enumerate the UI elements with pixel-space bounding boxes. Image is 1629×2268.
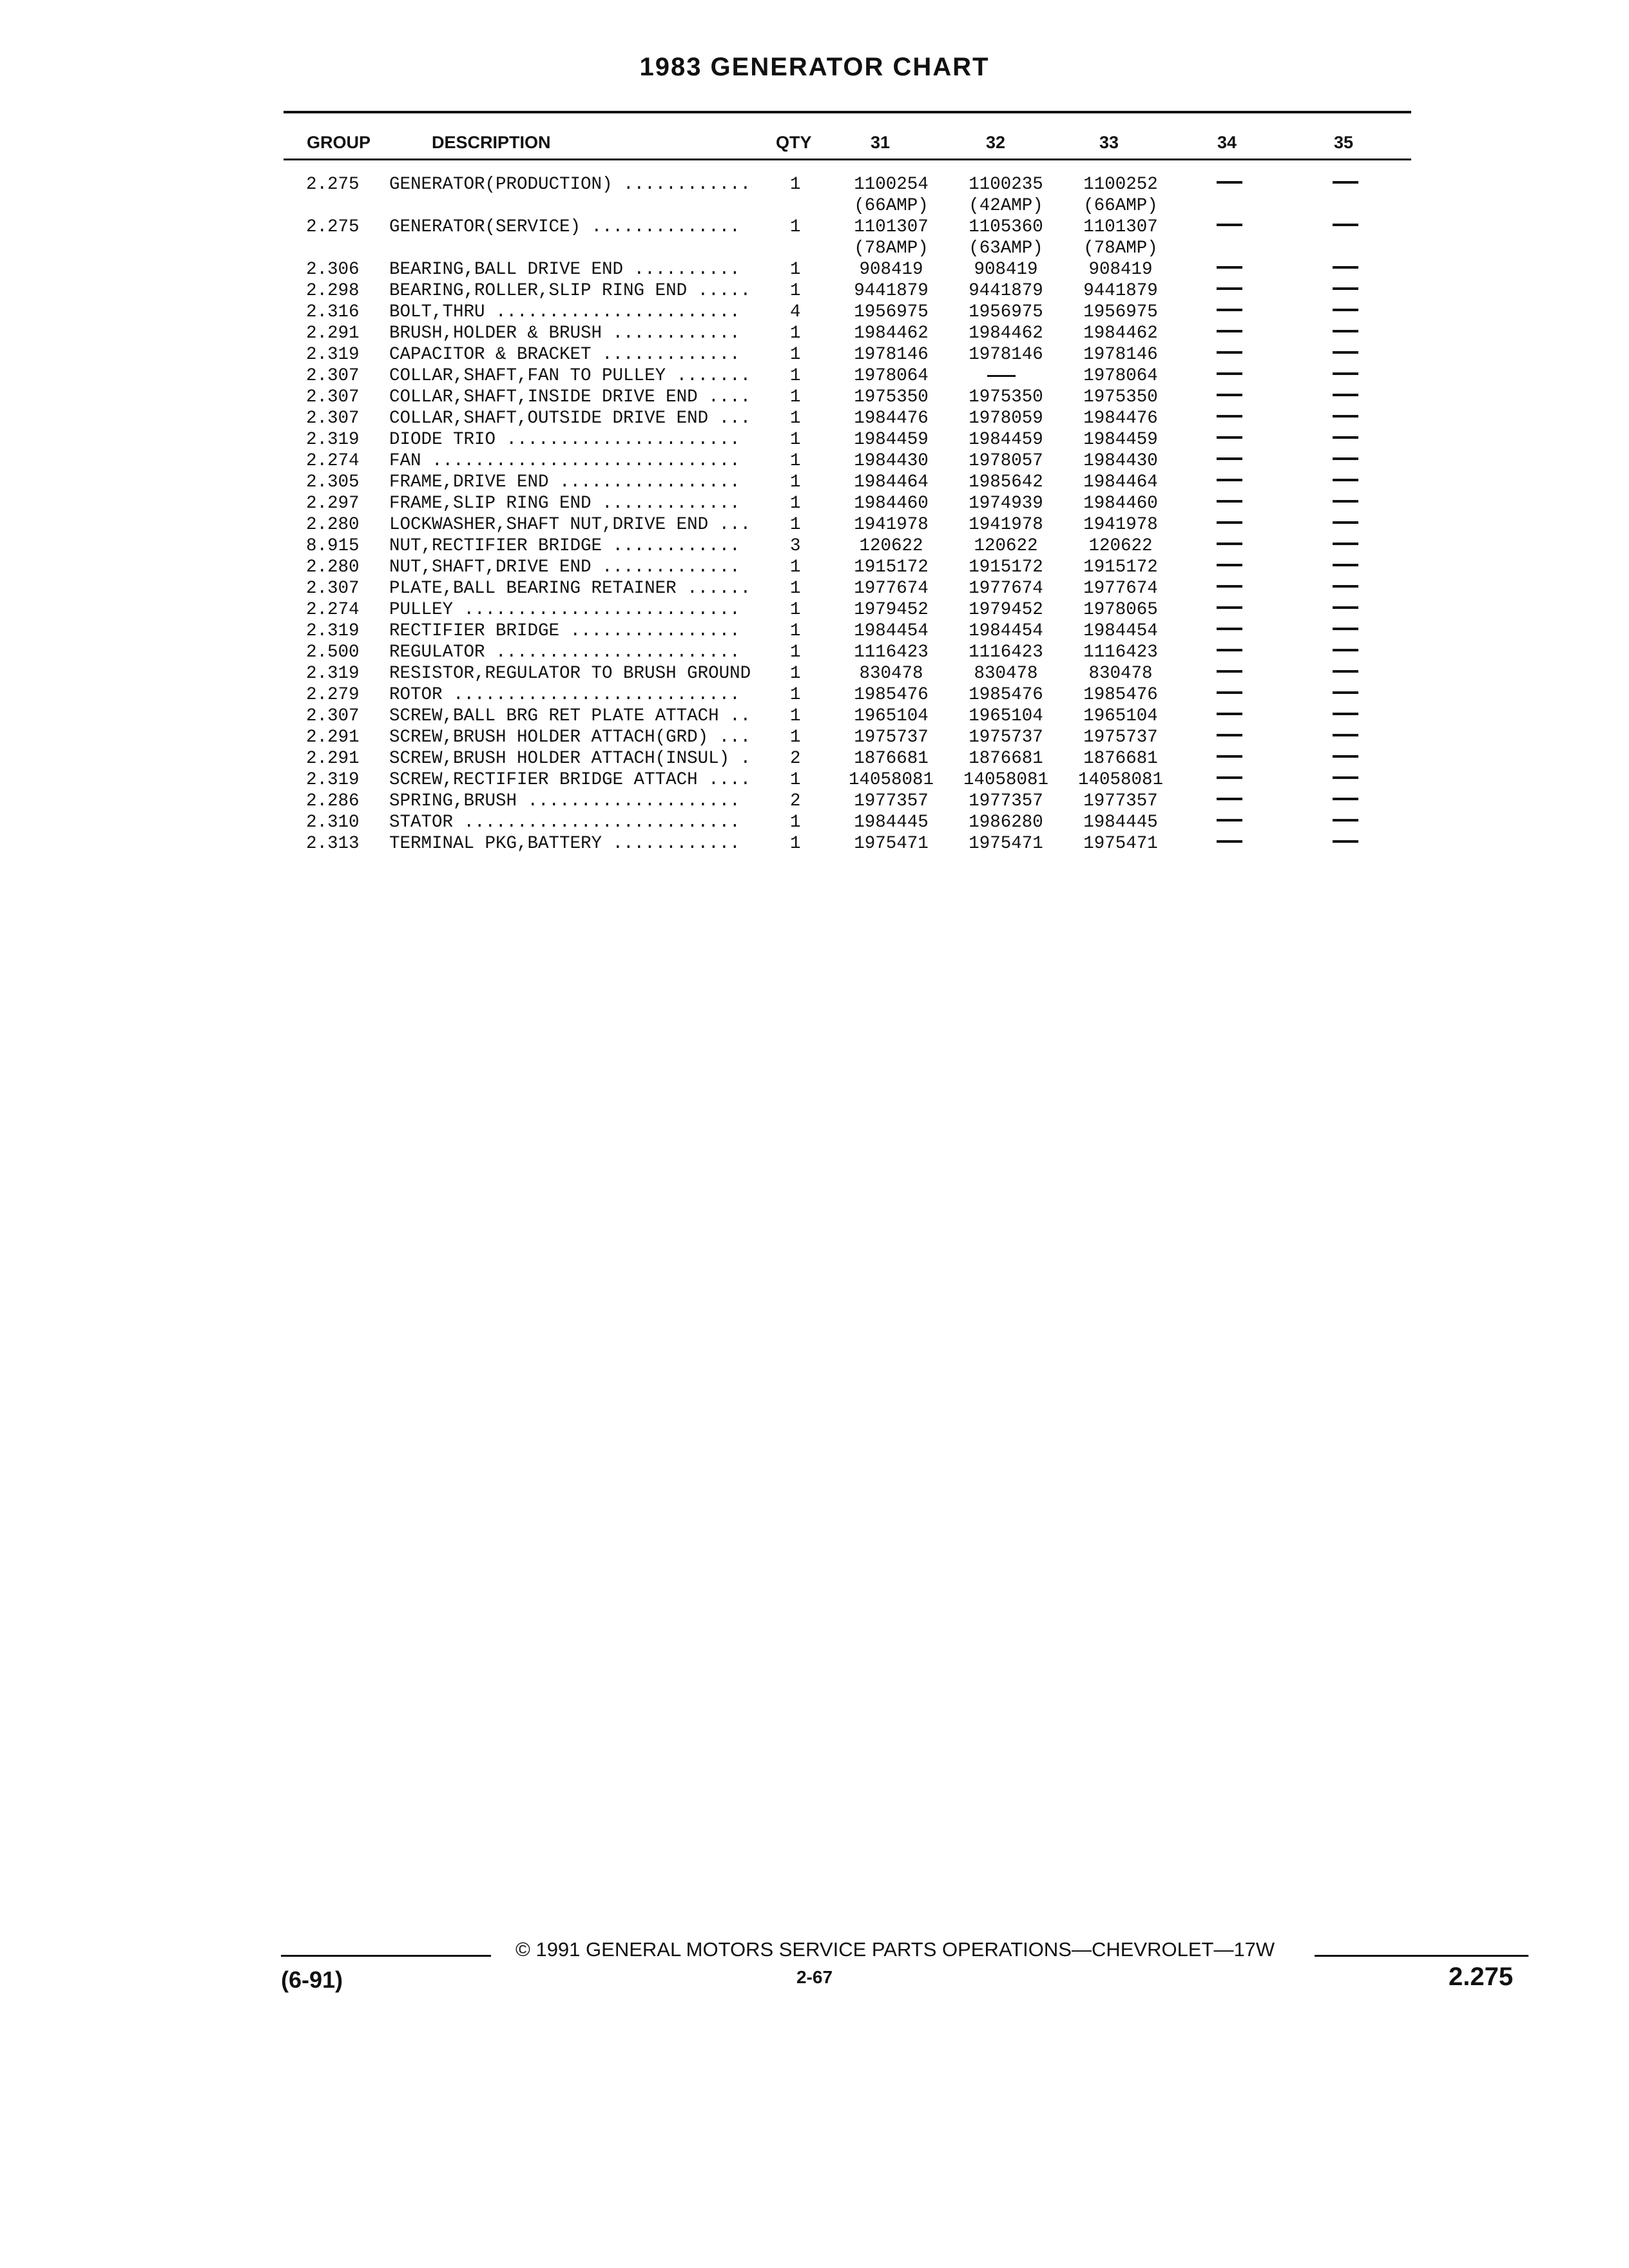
description-cell: REGULATOR ....................... bbox=[389, 642, 740, 662]
qty-cell: 1 bbox=[790, 472, 801, 492]
header-col-35: 35 bbox=[1334, 133, 1354, 152]
no-part-dash bbox=[1217, 479, 1242, 481]
col-31-cell: 1984464 bbox=[854, 472, 929, 492]
footer-rule-left bbox=[281, 1955, 491, 1957]
group-cell: 2.280 bbox=[306, 557, 360, 577]
section-number: 2.275 bbox=[1449, 1963, 1514, 1991]
no-part-dash bbox=[1217, 755, 1242, 758]
no-part-dash bbox=[1333, 394, 1358, 396]
qty-cell: 2 bbox=[790, 749, 801, 769]
qty-cell: 1 bbox=[790, 727, 801, 747]
col-32-cell: 1915172 bbox=[969, 557, 1043, 577]
col-31-cell: 120622 bbox=[859, 536, 923, 556]
col-32-cell: 120622 bbox=[974, 536, 1038, 556]
qty-cell: 1 bbox=[790, 812, 801, 832]
col-32-cell: 1105360 bbox=[969, 217, 1043, 237]
col-33-cell: 1977357 bbox=[1083, 791, 1158, 811]
no-part-dash bbox=[1217, 351, 1242, 354]
col-32-cell: 1984454 bbox=[969, 621, 1043, 641]
col-31-cell: 1975471 bbox=[854, 834, 929, 854]
col-33-cell: 830478 bbox=[1088, 664, 1153, 684]
col-31-cell: 1979452 bbox=[854, 600, 929, 620]
no-part-dash bbox=[1217, 181, 1242, 184]
no-part-dash bbox=[1217, 840, 1242, 843]
no-part-dash bbox=[1333, 266, 1358, 269]
table-row bbox=[0, 599, 1629, 620]
no-part-dash bbox=[1217, 798, 1242, 800]
col-31-cell: 1977357 bbox=[854, 791, 929, 811]
col-33-cell: 1984476 bbox=[1083, 408, 1158, 428]
table-row bbox=[0, 833, 1629, 854]
table-row bbox=[0, 620, 1629, 642]
col-33-cell: 1975471 bbox=[1083, 834, 1158, 854]
col-31-cell: 1941978 bbox=[854, 515, 929, 535]
col-32-cell: 1977357 bbox=[969, 791, 1043, 811]
col-33-cell: 1956975 bbox=[1083, 302, 1158, 322]
col-32-cell: 1985642 bbox=[969, 472, 1043, 492]
table-row bbox=[0, 642, 1629, 663]
no-part-dash bbox=[1217, 330, 1242, 332]
table-row bbox=[0, 429, 1629, 450]
description-cell: SCREW,RECTIFIER BRIDGE ATTACH .... bbox=[389, 770, 751, 790]
qty-cell: 1 bbox=[790, 345, 801, 365]
qty-cell: 1 bbox=[790, 579, 801, 599]
col-31-cell: 1876681 bbox=[854, 749, 929, 769]
amperage-note: (42AMP) bbox=[969, 196, 1043, 216]
col-32-cell: 1116423 bbox=[969, 642, 1043, 662]
no-part-dash bbox=[1333, 840, 1358, 843]
col-31-cell: 1116423 bbox=[854, 642, 929, 662]
group-cell: 2.319 bbox=[306, 664, 360, 684]
no-part-dash bbox=[1333, 521, 1358, 524]
no-part-dash bbox=[1217, 309, 1242, 311]
table-row bbox=[0, 302, 1629, 323]
group-cell: 2.286 bbox=[306, 791, 360, 811]
col-32-cell: 1100235 bbox=[969, 175, 1043, 195]
qty-cell: 1 bbox=[790, 494, 801, 514]
no-part-dash bbox=[1333, 479, 1358, 481]
col-31-cell: 1984462 bbox=[854, 323, 929, 343]
footer-copyright: © 1991 GENERAL MOTORS SERVICE PARTS OPERATIONS—CHEVROLET—17W bbox=[516, 1938, 1275, 1961]
col-32-cell: 908419 bbox=[974, 260, 1038, 280]
no-part-dash bbox=[1333, 713, 1358, 715]
description-cell: FRAME,DRIVE END ................. bbox=[389, 472, 740, 492]
chart-title: 1983 GENERATOR CHART bbox=[639, 53, 990, 81]
col-33-cell: 1984460 bbox=[1083, 494, 1158, 514]
parts-table bbox=[0, 174, 1629, 854]
no-part-dash bbox=[1217, 224, 1242, 226]
group-cell: 2.275 bbox=[306, 217, 360, 237]
description-cell: COLLAR,SHAFT,FAN TO PULLEY ....... bbox=[389, 366, 751, 386]
group-cell: 2.307 bbox=[306, 408, 360, 428]
header-description: DESCRIPTION bbox=[432, 133, 551, 152]
no-part-dash bbox=[1217, 734, 1242, 736]
col-33-cell: 1101307 bbox=[1083, 217, 1158, 237]
col-32-cell: 1978146 bbox=[969, 345, 1043, 365]
qty-cell: 1 bbox=[790, 281, 801, 301]
group-cell: 2.274 bbox=[306, 600, 360, 620]
qty-cell: 1 bbox=[790, 430, 801, 450]
col-32-cell: 1977674 bbox=[969, 579, 1043, 599]
no-part-dash bbox=[1333, 500, 1358, 503]
no-part-dash bbox=[1333, 628, 1358, 630]
description-cell: NUT,SHAFT,DRIVE END ............. bbox=[389, 557, 740, 577]
group-cell: 2.307 bbox=[306, 387, 360, 407]
table-row bbox=[0, 727, 1629, 748]
table-row bbox=[0, 769, 1629, 791]
no-part-dash bbox=[1333, 755, 1358, 758]
no-part-dash bbox=[1217, 670, 1242, 673]
group-cell: 2.310 bbox=[306, 812, 360, 832]
col-33-cell: 1977674 bbox=[1083, 579, 1158, 599]
col-31-cell: 1100254 bbox=[854, 175, 929, 195]
qty-cell: 1 bbox=[790, 323, 801, 343]
no-part-dash bbox=[1333, 670, 1358, 673]
table-row bbox=[0, 791, 1629, 812]
no-part-dash bbox=[1333, 819, 1358, 822]
amperage-note: (66AMP) bbox=[1083, 196, 1158, 216]
no-part-dash bbox=[1217, 776, 1242, 779]
header-qty: QTY bbox=[776, 133, 812, 152]
header-col-32: 32 bbox=[986, 133, 1006, 152]
amperage-note: (66AMP) bbox=[854, 196, 929, 216]
col-33-cell: 9441879 bbox=[1083, 281, 1158, 301]
col-31-cell: 1965104 bbox=[854, 706, 929, 726]
header-col-31: 31 bbox=[871, 133, 891, 152]
col-32-cell: 1984462 bbox=[969, 323, 1043, 343]
description-cell: SCREW,BRUSH HOLDER ATTACH(INSUL) . bbox=[389, 749, 751, 769]
no-part-dash bbox=[1333, 606, 1358, 609]
col-32-cell: 1975737 bbox=[969, 727, 1043, 747]
qty-cell: 1 bbox=[790, 600, 801, 620]
table-row bbox=[0, 365, 1629, 387]
description-cell: BEARING,ROLLER,SLIP RING END ..... bbox=[389, 281, 751, 301]
group-cell: 2.291 bbox=[306, 749, 360, 769]
col-33-cell: 1984445 bbox=[1083, 812, 1158, 832]
col-33-cell: 1941978 bbox=[1083, 515, 1158, 535]
page-number: 2-67 bbox=[796, 1967, 833, 1987]
no-part-dash bbox=[1217, 372, 1242, 375]
col-31-cell: 1101307 bbox=[854, 217, 929, 237]
col-32-cell: 1979452 bbox=[969, 600, 1043, 620]
table-row bbox=[0, 578, 1629, 599]
qty-cell: 1 bbox=[790, 175, 801, 195]
description-cell: SCREW,BALL BRG RET PLATE ATTACH .. bbox=[389, 706, 751, 726]
qty-cell: 1 bbox=[790, 834, 801, 854]
col-31-cell: 1984454 bbox=[854, 621, 929, 641]
description-cell: PULLEY .......................... bbox=[389, 600, 740, 620]
table-row bbox=[0, 663, 1629, 684]
qty-cell: 1 bbox=[790, 387, 801, 407]
col-32-cell: 1941978 bbox=[969, 515, 1043, 535]
footer-rule-right bbox=[1315, 1955, 1528, 1957]
qty-cell: 1 bbox=[790, 366, 801, 386]
description-cell: RESISTOR,REGULATOR TO BRUSH GROUND bbox=[389, 664, 751, 684]
col-33-cell: 1975350 bbox=[1083, 387, 1158, 407]
col-32-cell: 1975350 bbox=[969, 387, 1043, 407]
description-cell: LOCKWASHER,SHAFT NUT,DRIVE END ... bbox=[389, 515, 751, 535]
group-cell: 2.313 bbox=[306, 834, 360, 854]
qty-cell: 1 bbox=[790, 515, 801, 535]
description-cell: ROTOR ........................... bbox=[389, 685, 740, 705]
col-33-cell: 1985476 bbox=[1083, 685, 1158, 705]
no-part-dash bbox=[1333, 543, 1358, 545]
table-row bbox=[0, 387, 1629, 408]
description-cell: PLATE,BALL BEARING RETAINER ...... bbox=[389, 579, 751, 599]
top-rule bbox=[284, 111, 1411, 113]
group-cell: 2.275 bbox=[306, 175, 360, 195]
table-row bbox=[0, 812, 1629, 833]
qty-cell: 1 bbox=[790, 621, 801, 641]
group-cell: 2.307 bbox=[306, 706, 360, 726]
qty-cell: 1 bbox=[790, 642, 801, 662]
col-33-cell: 1984464 bbox=[1083, 472, 1158, 492]
no-part-dash bbox=[1333, 372, 1358, 375]
no-part-dash bbox=[1333, 649, 1358, 651]
qty-cell: 1 bbox=[790, 260, 801, 280]
group-cell: 2.319 bbox=[306, 770, 360, 790]
col-33-cell: 1116423 bbox=[1083, 642, 1158, 662]
qty-cell: 1 bbox=[790, 217, 801, 237]
group-cell: 2.500 bbox=[306, 642, 360, 662]
table-row bbox=[0, 748, 1629, 769]
no-part-dash bbox=[1333, 585, 1358, 588]
no-part-dash bbox=[1333, 564, 1358, 566]
no-part-dash bbox=[1217, 606, 1242, 609]
col-31-cell: 1975737 bbox=[854, 727, 929, 747]
group-cell: 2.319 bbox=[306, 621, 360, 641]
no-part-dash bbox=[1333, 734, 1358, 736]
description-cell: SCREW,BRUSH HOLDER ATTACH(GRD) ... bbox=[389, 727, 751, 747]
no-part-dash bbox=[1333, 224, 1358, 226]
qty-cell: 3 bbox=[790, 536, 801, 556]
no-part-dash bbox=[1217, 649, 1242, 651]
description-cell: CAPACITOR & BRACKET ............. bbox=[389, 345, 740, 365]
no-part-dash bbox=[1333, 181, 1358, 184]
description-cell: FAN ............................. bbox=[389, 451, 740, 471]
col-31-cell: 1915172 bbox=[854, 557, 929, 577]
no-part-dash bbox=[1217, 287, 1242, 290]
col-31-cell: 9441879 bbox=[854, 281, 929, 301]
col-33-cell: 1978064 bbox=[1083, 366, 1158, 386]
description-cell: STATOR .......................... bbox=[389, 812, 740, 832]
group-cell: 2.307 bbox=[306, 579, 360, 599]
revision-date: (6-91) bbox=[281, 1966, 343, 1993]
col-32-cell: 1985476 bbox=[969, 685, 1043, 705]
col-33-cell: 1975737 bbox=[1083, 727, 1158, 747]
no-part-dash bbox=[1217, 628, 1242, 630]
col-32-cell: 1986280 bbox=[969, 812, 1043, 832]
table-row bbox=[0, 450, 1629, 472]
col-33-cell: 1100252 bbox=[1083, 175, 1158, 195]
col-33-cell: 908419 bbox=[1088, 260, 1153, 280]
group-cell: 2.306 bbox=[306, 260, 360, 280]
qty-cell: 1 bbox=[790, 685, 801, 705]
col-31-cell: 1984460 bbox=[854, 494, 929, 514]
header-col-34: 34 bbox=[1217, 133, 1237, 152]
group-cell: 2.274 bbox=[306, 451, 360, 471]
col-33-cell: 120622 bbox=[1088, 536, 1153, 556]
group-cell: 2.319 bbox=[306, 430, 360, 450]
description-cell: RECTIFIER BRIDGE ................ bbox=[389, 621, 740, 641]
header-group: GROUP bbox=[307, 133, 371, 152]
no-part-dash bbox=[1217, 394, 1242, 396]
qty-cell: 1 bbox=[790, 451, 801, 471]
col-32-cell: 1974939 bbox=[969, 494, 1043, 514]
no-part-dash bbox=[987, 375, 1016, 377]
col-33-cell: 14058081 bbox=[1077, 770, 1164, 790]
no-part-dash bbox=[1217, 415, 1242, 418]
amperage-note: (78AMP) bbox=[1083, 238, 1158, 258]
no-part-dash bbox=[1217, 266, 1242, 269]
qty-cell: 1 bbox=[790, 664, 801, 684]
description-cell: COLLAR,SHAFT,INSIDE DRIVE END .... bbox=[389, 387, 751, 407]
col-32-cell: 830478 bbox=[974, 664, 1038, 684]
description-cell: BRUSH,HOLDER & BRUSH ............ bbox=[389, 323, 740, 343]
group-cell: 2.280 bbox=[306, 515, 360, 535]
table-row bbox=[0, 684, 1629, 706]
no-part-dash bbox=[1333, 330, 1358, 332]
no-part-dash bbox=[1217, 564, 1242, 566]
table-row bbox=[0, 514, 1629, 535]
qty-cell: 2 bbox=[790, 791, 801, 811]
col-31-cell: 1956975 bbox=[854, 302, 929, 322]
table-row bbox=[0, 323, 1629, 344]
no-part-dash bbox=[1333, 691, 1358, 694]
col-33-cell: 1984462 bbox=[1083, 323, 1158, 343]
no-part-dash bbox=[1217, 521, 1242, 524]
col-32-cell: 9441879 bbox=[969, 281, 1043, 301]
no-part-dash bbox=[1217, 585, 1242, 588]
description-cell: BOLT,THRU ....................... bbox=[389, 302, 740, 322]
col-33-cell: 1876681 bbox=[1083, 749, 1158, 769]
group-cell: 2.307 bbox=[306, 366, 360, 386]
amperage-note: (78AMP) bbox=[854, 238, 929, 258]
col-32-cell: 14058081 bbox=[963, 770, 1049, 790]
col-32-cell: 1978057 bbox=[969, 451, 1043, 471]
no-part-dash bbox=[1333, 798, 1358, 800]
col-33-cell: 1915172 bbox=[1083, 557, 1158, 577]
col-32-cell: 1965104 bbox=[969, 706, 1043, 726]
description-cell: GENERATOR(SERVICE) .............. bbox=[389, 217, 740, 237]
col-31-cell: 1978146 bbox=[854, 345, 929, 365]
group-cell: 2.298 bbox=[306, 281, 360, 301]
header-rule bbox=[284, 159, 1411, 160]
col-32-cell: 1978059 bbox=[969, 408, 1043, 428]
description-cell: COLLAR,SHAFT,OUTSIDE DRIVE END ... bbox=[389, 408, 751, 428]
col-31-cell: 1984430 bbox=[854, 451, 929, 471]
description-cell: NUT,RECTIFIER BRIDGE ............ bbox=[389, 536, 740, 556]
col-32-cell: 1975471 bbox=[969, 834, 1043, 854]
col-31-cell: 830478 bbox=[859, 664, 923, 684]
table-row bbox=[0, 706, 1629, 727]
table-row bbox=[0, 535, 1629, 557]
col-31-cell: 1978064 bbox=[854, 366, 929, 386]
table-row bbox=[0, 557, 1629, 578]
col-33-cell: 1978146 bbox=[1083, 345, 1158, 365]
no-part-dash bbox=[1333, 287, 1358, 290]
header-col-33: 33 bbox=[1099, 133, 1119, 152]
no-part-dash bbox=[1217, 543, 1242, 545]
group-cell: 2.316 bbox=[306, 302, 360, 322]
col-31-cell: 14058081 bbox=[848, 770, 934, 790]
qty-cell: 4 bbox=[790, 302, 801, 322]
no-part-dash bbox=[1217, 691, 1242, 694]
col-31-cell: 908419 bbox=[859, 260, 923, 280]
col-33-cell: 1984459 bbox=[1083, 430, 1158, 450]
qty-cell: 1 bbox=[790, 408, 801, 428]
description-cell: DIODE TRIO ...................... bbox=[389, 430, 740, 450]
table-row bbox=[0, 280, 1629, 302]
no-part-dash bbox=[1217, 500, 1242, 503]
col-32-cell: 1984459 bbox=[969, 430, 1043, 450]
table-row bbox=[0, 344, 1629, 365]
table-row bbox=[0, 216, 1629, 259]
col-33-cell: 1984430 bbox=[1083, 451, 1158, 471]
no-part-dash bbox=[1333, 351, 1358, 354]
no-part-dash bbox=[1217, 436, 1242, 439]
qty-cell: 1 bbox=[790, 557, 801, 577]
description-cell: GENERATOR(PRODUCTION) ............ bbox=[389, 175, 751, 195]
col-33-cell: 1984454 bbox=[1083, 621, 1158, 641]
description-cell: SPRING,BRUSH .................... bbox=[389, 791, 740, 811]
description-cell: BEARING,BALL DRIVE END .......... bbox=[389, 260, 740, 280]
col-31-cell: 1984445 bbox=[854, 812, 929, 832]
group-cell: 2.291 bbox=[306, 727, 360, 747]
col-33-cell: 1978065 bbox=[1083, 600, 1158, 620]
table-row bbox=[0, 174, 1629, 216]
col-31-cell: 1977674 bbox=[854, 579, 929, 599]
group-cell: 2.297 bbox=[306, 494, 360, 514]
table-row bbox=[0, 259, 1629, 280]
group-cell: 2.291 bbox=[306, 323, 360, 343]
col-31-cell: 1975350 bbox=[854, 387, 929, 407]
qty-cell: 1 bbox=[790, 770, 801, 790]
no-part-dash bbox=[1333, 436, 1358, 439]
col-32-cell: 1876681 bbox=[969, 749, 1043, 769]
no-part-dash bbox=[1217, 819, 1242, 822]
description-cell: TERMINAL PKG,BATTERY ............ bbox=[389, 834, 740, 854]
no-part-dash bbox=[1333, 457, 1358, 460]
table-row bbox=[0, 472, 1629, 493]
no-part-dash bbox=[1217, 457, 1242, 460]
no-part-dash bbox=[1333, 415, 1358, 418]
amperage-note: (63AMP) bbox=[969, 238, 1043, 258]
table-row bbox=[0, 493, 1629, 514]
group-cell: 8.915 bbox=[306, 536, 360, 556]
no-part-dash bbox=[1333, 309, 1358, 311]
group-cell: 2.279 bbox=[306, 685, 360, 705]
table-row bbox=[0, 408, 1629, 429]
group-cell: 2.319 bbox=[306, 345, 360, 365]
col-31-cell: 1985476 bbox=[854, 685, 929, 705]
no-part-dash bbox=[1333, 776, 1358, 779]
group-cell: 2.305 bbox=[306, 472, 360, 492]
description-cell: FRAME,SLIP RING END ............. bbox=[389, 494, 740, 514]
col-31-cell: 1984459 bbox=[854, 430, 929, 450]
col-32-cell: 1956975 bbox=[969, 302, 1043, 322]
qty-cell: 1 bbox=[790, 706, 801, 726]
col-31-cell: 1984476 bbox=[854, 408, 929, 428]
col-33-cell: 1965104 bbox=[1083, 706, 1158, 726]
no-part-dash bbox=[1217, 713, 1242, 715]
